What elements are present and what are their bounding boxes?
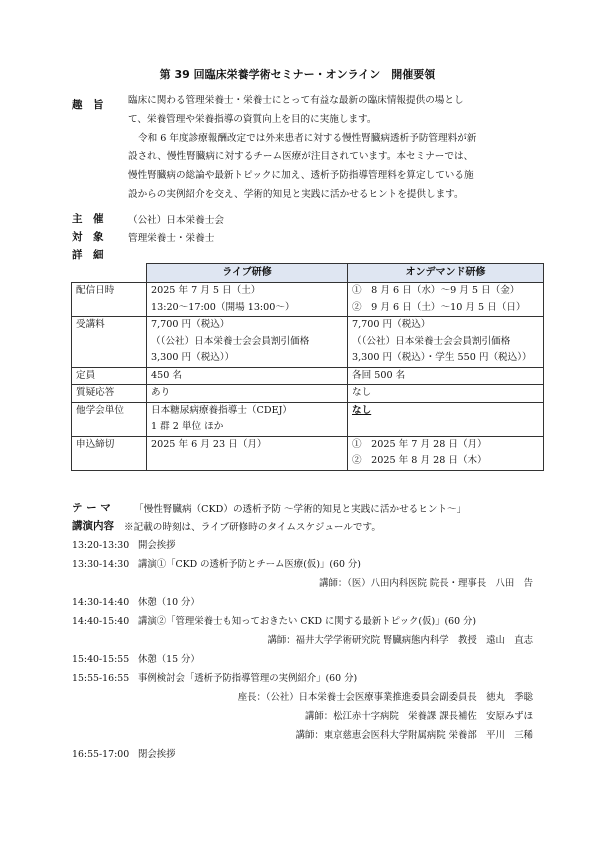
ondemand-cell bbox=[348, 385, 544, 403]
purpose-text bbox=[128, 92, 533, 205]
schedule-text: 開会挨拶 bbox=[138, 540, 176, 551]
speaker-line: 講師：東京慈恵会医科大学附属病院 栄養部 平川 三稀 bbox=[295, 730, 533, 741]
chair-line: 座長：（公社）日本栄養士会医療事業推進委員会副委員長 徳丸 季聡 bbox=[237, 692, 533, 703]
cell-line: 日本糖尿病療養指導士（CDEJ） bbox=[151, 404, 293, 416]
live-cell bbox=[147, 367, 348, 385]
purpose-line: 慢性腎臓病の総論や最新トピックに加え、透析予防指導管理料を算定している施 bbox=[128, 170, 474, 182]
schedule-time: 14:30-14:40 bbox=[72, 597, 130, 608]
table-row bbox=[72, 283, 544, 317]
table-row bbox=[72, 317, 544, 368]
header-empty-cell bbox=[72, 264, 147, 283]
cell-line: なし bbox=[352, 387, 372, 398]
schedule-text: 休憩（15 分） bbox=[138, 654, 200, 665]
cell-line: 7,700 円（税込） bbox=[151, 319, 230, 330]
row-label: 申込締切 bbox=[72, 436, 147, 470]
schedule-time: 14:40-15:40 bbox=[72, 616, 130, 627]
live-cell bbox=[147, 317, 348, 368]
table-row bbox=[72, 402, 544, 436]
purpose-line: て、栄養管理や栄養指導の資質向上を目的に実施します。 bbox=[128, 113, 377, 125]
details-label: 詳 細 bbox=[72, 249, 104, 261]
speaker-line: 講師：福井大学学術研究院 腎臓病態内科学 教授 遠山 直志 bbox=[267, 635, 533, 646]
target-value: 管理栄養士・栄養士 bbox=[128, 233, 215, 244]
organizer-label: 主 催 bbox=[72, 213, 104, 225]
cell-line: ① 8 月 6 日（水）～9 月 5 日（金） bbox=[352, 285, 520, 296]
row-label: 受講料 bbox=[72, 317, 147, 368]
theme-value: 「慢性腎臓病（CKD）の透析予防 ～学術的知見と実践に活かせるヒント～」 bbox=[134, 504, 467, 515]
schedule-item bbox=[72, 670, 357, 684]
cell-line: 1 群 2 単位 ほか bbox=[151, 421, 224, 432]
ondemand-cell bbox=[348, 283, 544, 317]
cell-line: なし bbox=[352, 404, 372, 416]
theme-label: テ ー マ bbox=[72, 502, 111, 514]
schedule-time: 15:40-15:55 bbox=[72, 654, 130, 665]
cell-line: 各回 500 名 bbox=[352, 369, 406, 381]
live-cell bbox=[147, 436, 348, 470]
ondemand-cell bbox=[348, 367, 544, 385]
page-title: 第 39 回臨床栄養学術セミナー・オンライン 開催要領 bbox=[159, 68, 436, 81]
cell-line: ② 9 月 6 日（土）～10 月 5 日（日） bbox=[352, 301, 526, 313]
ondemand-cell bbox=[348, 317, 544, 368]
speaker-line: 講師：松江赤十字病院 栄養課 課長補佐 安原みずほ bbox=[305, 711, 533, 722]
live-cell bbox=[147, 402, 348, 436]
ondemand-cell bbox=[348, 402, 544, 436]
cell-line: （（公社）日本栄養士会会員割引価格 bbox=[352, 335, 511, 347]
cell-line: 3,300 円（税込）） bbox=[151, 352, 235, 363]
schedule-time: 15:55-16:55 bbox=[72, 673, 130, 684]
purpose-line: 設からの実例紹介を交え、学術的知見と実践に活かせるヒントを提供します。 bbox=[128, 188, 464, 200]
organizer-value: （公社）日本栄養士会 bbox=[128, 215, 224, 226]
ondemand-cell bbox=[348, 436, 544, 470]
purpose-label: 趣 旨 bbox=[72, 99, 104, 111]
cell-line: ① 2025 年 7 月 28 日（月） bbox=[352, 438, 487, 450]
table-row bbox=[72, 367, 544, 385]
program-label: 講演内容 bbox=[72, 520, 114, 532]
schedule-text: 講演①「CKD の透析予防とチーム医療(仮)」(60 分) bbox=[138, 559, 361, 570]
schedule-item bbox=[72, 537, 176, 551]
cell-line: 3,300 円（税込）・学生 550 円（税込）） bbox=[352, 352, 532, 363]
schedule-text: 閉会挨拶 bbox=[138, 749, 176, 760]
cell-line: 2025 年 6 月 23 日（月） bbox=[151, 438, 267, 450]
table-row bbox=[72, 436, 544, 470]
schedule-time: 13:20-13:30 bbox=[72, 540, 130, 551]
cell-line: 450 名 bbox=[151, 369, 182, 381]
details-header-row bbox=[72, 264, 544, 283]
schedule-item bbox=[72, 594, 200, 608]
row-label: 配信日時 bbox=[72, 283, 147, 317]
table-row bbox=[72, 385, 544, 403]
header-ondemand: オンデマンド研修 bbox=[348, 264, 544, 283]
purpose-line: 令和 6 年度診療報酬改定では外来患者に対する慢性腎臓病透析予防管理料が新 bbox=[138, 132, 477, 144]
schedule-item bbox=[72, 746, 176, 760]
schedule-item bbox=[72, 613, 476, 627]
live-cell bbox=[147, 385, 348, 403]
speaker-line: 講師：（医）八田内科医院 院長・理事長 八田 告 bbox=[319, 578, 533, 589]
row-label: 他学会単位 bbox=[72, 402, 147, 436]
schedule-item bbox=[72, 651, 200, 665]
cell-line: （（公社）日本栄養士会会員割引価格 bbox=[151, 335, 310, 347]
purpose-line: 設され、慢性腎臓病に対するチーム医療が注目されています。本セミナーでは、 bbox=[128, 151, 474, 163]
schedule-item bbox=[72, 556, 361, 570]
cell-line: 2025 年 7 月 5 日（土） bbox=[151, 285, 261, 296]
schedule-text: 事例検討会「透析予防指導管理の実例紹介」(60 分) bbox=[138, 673, 358, 684]
cell-line: 7,700 円（税込） bbox=[352, 319, 431, 330]
program-note: ※記載の時刻は、ライブ研修時のタイムスケジュールです。 bbox=[124, 522, 381, 533]
live-cell bbox=[147, 283, 348, 317]
schedule-time: 16:55-17:00 bbox=[72, 749, 130, 760]
purpose-line: 臨床に関わる管理栄養士・栄養士にとって有益な最新の臨床情報提供の場とし bbox=[128, 95, 464, 106]
cell-line: ② 2025 年 8 月 28 日（木） bbox=[352, 455, 487, 466]
schedule-text: 休憩（10 分） bbox=[138, 597, 200, 608]
row-label: 定員 bbox=[72, 367, 147, 385]
cell-line: あり bbox=[151, 387, 171, 398]
schedule-time: 13:30-14:30 bbox=[72, 559, 130, 570]
schedule-text: 講演②「管理栄養士も知っておきたい CKD に関する最新トピック(仮)」(60 分) bbox=[138, 616, 477, 627]
details-table bbox=[71, 263, 544, 471]
cell-line: 13:20～17:00（開場 13:00～） bbox=[151, 301, 295, 313]
header-live: ライブ研修 bbox=[147, 264, 348, 283]
row-label: 質疑応答 bbox=[72, 385, 147, 403]
target-label: 対 象 bbox=[72, 231, 104, 243]
